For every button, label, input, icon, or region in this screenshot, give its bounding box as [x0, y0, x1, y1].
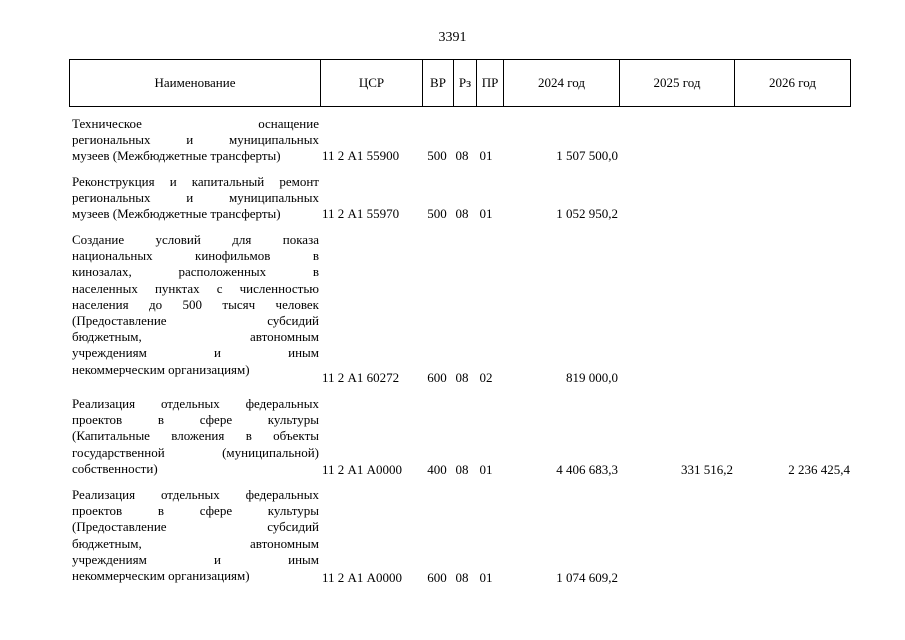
- row-rz: 08: [455, 370, 469, 385]
- row-csr: 11 2 А1 55900: [322, 148, 400, 164]
- row-2025: 331 516,2: [681, 462, 733, 477]
- header-2026: 2026 год: [735, 60, 851, 106]
- row-2026: 2 236 425,4: [788, 462, 850, 477]
- row-name: [72, 116, 319, 165]
- row-name: [72, 232, 319, 378]
- name-line: музеев (Межбюджетные трансферты): [72, 148, 281, 164]
- name-line: населенных пунктах с численностью: [72, 280, 319, 296]
- name-line: региональных и муниципальных: [72, 132, 319, 148]
- name-line: проектов в сфере культуры: [72, 412, 319, 428]
- row-rz: 08: [455, 570, 469, 585]
- row-vr: 500: [427, 206, 447, 222]
- name-line: учреждениям и иным: [72, 345, 319, 361]
- name-line: проектов в сфере культуры: [72, 503, 319, 519]
- name-line: Создание условий для показа: [72, 232, 319, 247]
- row-csr: 11 2 А1 55970: [322, 206, 400, 222]
- row-2024: 1 074 609,2: [556, 570, 618, 585]
- row-name: [72, 174, 319, 223]
- row-vr: 400: [427, 462, 447, 477]
- row-2024: 1 507 500,0: [556, 148, 618, 164]
- name-line: (Предоставление субсидий: [72, 519, 319, 535]
- row-rz: 08: [455, 206, 469, 222]
- header-rz: Рз: [454, 60, 477, 106]
- header-2024: 2024 год: [504, 60, 620, 106]
- name-line: некоммерческим организациям): [72, 568, 250, 584]
- name-line: бюджетным, автономным: [72, 329, 319, 345]
- row-pr: 01: [479, 148, 493, 164]
- name-line: (Капитальные вложения в объекты: [72, 428, 319, 444]
- row-pr: 02: [479, 370, 493, 385]
- row-2024: 4 406 683,3: [556, 462, 618, 477]
- name-line: собственности): [72, 460, 158, 476]
- row-csr: 11 2 А1 60272: [322, 370, 400, 385]
- header-vr: ВР: [423, 60, 454, 106]
- row-pr: 01: [479, 462, 493, 477]
- name-line: региональных и муниципальных: [72, 190, 319, 206]
- row-csr: 11 2 А1 А0000: [322, 570, 403, 585]
- row-name: [72, 396, 319, 477]
- name-line: бюджетным, автономным: [72, 535, 319, 551]
- row-csr: 11 2 А1 А0000: [322, 462, 403, 477]
- name-line: (Предоставление субсидий: [72, 313, 319, 329]
- name-line: учреждениям и иным: [72, 551, 319, 567]
- row-2024: 1 052 950,2: [556, 206, 618, 222]
- row-rz: 08: [455, 148, 469, 164]
- name-line: национальных кинофильмов в: [72, 248, 319, 264]
- name-line: населения до 500 тысяч человек: [72, 296, 319, 312]
- row-name: [72, 487, 319, 584]
- row-vr: 600: [427, 370, 447, 385]
- row-pr: 01: [479, 206, 493, 222]
- header-pr: ПР: [477, 60, 504, 106]
- row-vr: 600: [427, 570, 447, 585]
- row-2024: 819 000,0: [566, 370, 618, 385]
- name-line: Реализация отдельных федеральных: [72, 396, 319, 411]
- name-line: Реализация отдельных федеральных: [72, 487, 319, 502]
- row-rz: 08: [455, 462, 469, 477]
- table-header: [69, 59, 851, 107]
- name-line: кинозалах, расположенных в: [72, 264, 319, 280]
- header-2025: 2025 год: [620, 60, 735, 106]
- header-csr: ЦСР: [321, 60, 423, 106]
- name-line: Техническое оснащение: [72, 116, 319, 131]
- name-line: музеев (Межбюджетные трансферты): [72, 206, 281, 222]
- name-line: государственной (муниципальной): [72, 444, 319, 460]
- name-line: некоммерческим организациям): [72, 361, 250, 377]
- name-line: Реконструкция и капитальный ремонт: [72, 174, 319, 189]
- row-vr: 500: [427, 148, 447, 164]
- row-pr: 01: [479, 570, 493, 585]
- page-number: 3391: [438, 30, 467, 45]
- header-name: Наименование: [70, 60, 321, 106]
